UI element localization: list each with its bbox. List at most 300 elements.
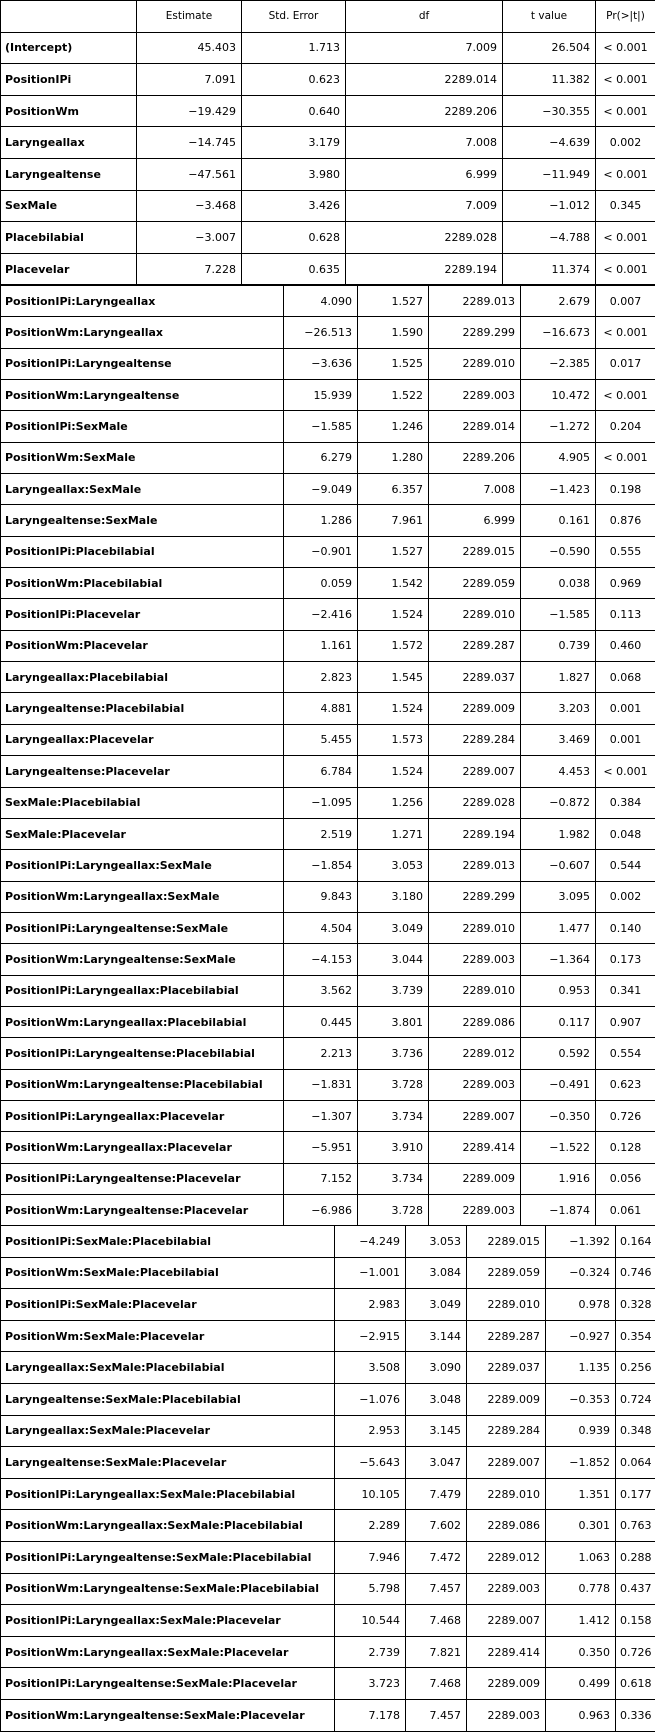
estimate-cell: 7.091 <box>137 64 242 96</box>
t-value-cell: 1.351 <box>546 1478 616 1510</box>
std-error-cell: 3.048 <box>406 1383 467 1415</box>
t-value-cell: 0.499 <box>546 1668 616 1700</box>
estimate-cell: −1.585 <box>284 411 358 442</box>
estimate-cell: 5.455 <box>284 724 358 755</box>
estimate-cell: −1.001 <box>335 1257 406 1289</box>
df-cell: 2289.010 <box>429 912 521 943</box>
term-cell: PositionIPi:Placebilabial <box>1 536 284 567</box>
p-value-cell: 0.354 <box>616 1320 655 1352</box>
std-error-cell: 3.090 <box>406 1352 467 1384</box>
term-cell: PositionWm:SexMale <box>1 442 284 473</box>
p-value-cell: 0.001 <box>596 693 655 724</box>
std-error-cell: 1.280 <box>358 442 429 473</box>
std-error-cell: 7.602 <box>406 1510 467 1542</box>
p-value-cell: < 0.001 <box>596 442 655 473</box>
p-value-cell: 0.618 <box>616 1668 655 1700</box>
p-value-cell: 0.384 <box>596 787 655 818</box>
p-value-cell: 0.002 <box>596 881 655 912</box>
estimate-cell: 7.178 <box>335 1699 406 1731</box>
table-row <box>1 787 655 818</box>
std-error-cell: 3.910 <box>358 1132 429 1163</box>
t-value-cell: 1.135 <box>546 1352 616 1384</box>
table-row <box>1 380 655 411</box>
t-value-cell: −1.852 <box>546 1447 616 1479</box>
std-error-cell: 7.457 <box>406 1573 467 1605</box>
p-value-cell: 0.969 <box>596 568 655 599</box>
p-value-cell: 0.158 <box>616 1605 655 1637</box>
t-value-cell: −0.324 <box>546 1257 616 1289</box>
df-cell: 2289.287 <box>467 1320 546 1352</box>
term-cell: SexMale:Placebilabial <box>1 787 284 818</box>
df-cell: 2289.007 <box>467 1447 546 1479</box>
std-error-cell: 1.590 <box>358 317 429 348</box>
std-error-cell: 1.573 <box>358 724 429 755</box>
std-error-cell: 3.049 <box>406 1289 467 1321</box>
term-cell: PositionIPi:Laryngealtense:Placebilabial <box>1 1038 284 1069</box>
t-value-cell: 3.469 <box>521 724 596 755</box>
estimate-cell: −3.636 <box>284 348 358 379</box>
t-value-cell: 10.472 <box>521 380 596 411</box>
estimate-cell: −26.513 <box>284 317 358 348</box>
table-row <box>1 1605 655 1637</box>
table-row <box>1 850 655 881</box>
estimate-cell: −3.007 <box>137 222 242 254</box>
p-value-cell: 0.724 <box>616 1383 655 1415</box>
estimate-cell: 7.228 <box>137 253 242 285</box>
p-value-cell: 0.064 <box>616 1447 655 1479</box>
df-cell: 2289.414 <box>467 1636 546 1668</box>
t-value-cell: 0.038 <box>521 568 596 599</box>
std-error-cell: 1.542 <box>358 568 429 599</box>
std-error-cell: 7.468 <box>406 1605 467 1637</box>
term-cell: PositionWm:Laryngeallax:SexMale:Placebilabial <box>1 1510 335 1542</box>
p-value-cell: 0.437 <box>616 1573 655 1605</box>
std-error-cell: 1.271 <box>358 818 429 849</box>
t-value-cell: 0.739 <box>521 630 596 661</box>
df-cell: 2289.003 <box>429 944 521 975</box>
estimate-cell: −5.643 <box>335 1447 406 1479</box>
term-cell: Laryngeallax:Placevelar <box>1 724 284 755</box>
p-value-cell: < 0.001 <box>596 253 655 285</box>
coefficients-table-two-three-way <box>0 285 655 1226</box>
t-value-cell: 11.382 <box>503 64 596 96</box>
t-value-cell: −16.673 <box>521 317 596 348</box>
estimate-cell: −4.153 <box>284 944 358 975</box>
std-error-cell: 3.739 <box>358 975 429 1006</box>
p-value-cell: 0.726 <box>596 1100 655 1131</box>
p-value-cell: 0.336 <box>616 1699 655 1731</box>
std-error-cell: 3.980 <box>242 158 346 190</box>
df-cell: 2289.003 <box>467 1573 546 1605</box>
t-value-cell: −1.522 <box>521 1132 596 1163</box>
term-cell: SexMale:Placevelar <box>1 818 284 849</box>
header-df: df <box>346 1 503 33</box>
std-error-cell: 1.527 <box>358 536 429 567</box>
t-value-cell: −1.392 <box>546 1226 616 1258</box>
df-cell: 2289.206 <box>346 95 503 127</box>
estimate-cell: 3.723 <box>335 1668 406 1700</box>
estimate-cell: 3.562 <box>284 975 358 1006</box>
p-value-cell: < 0.001 <box>596 756 655 787</box>
t-value-cell: 0.301 <box>546 1510 616 1542</box>
table-row <box>1 756 655 787</box>
table-row <box>1 693 655 724</box>
block1-body <box>1 32 655 285</box>
term-cell: PositionIPi:Placevelar <box>1 599 284 630</box>
estimate-cell: 0.445 <box>284 1006 358 1037</box>
table-row <box>1 881 655 912</box>
std-error-cell: 3.145 <box>406 1415 467 1447</box>
p-value-cell: 0.002 <box>596 127 655 159</box>
table-row <box>1 348 655 379</box>
std-error-cell: 1.524 <box>358 756 429 787</box>
t-value-cell: 0.778 <box>546 1573 616 1605</box>
t-value-cell: −1.874 <box>521 1194 596 1225</box>
estimate-cell: −4.249 <box>335 1226 406 1258</box>
df-cell: 2289.059 <box>429 568 521 599</box>
std-error-cell: 1.522 <box>358 380 429 411</box>
table-row <box>1 1541 655 1573</box>
std-error-cell: 0.640 <box>242 95 346 127</box>
estimate-cell: 7.152 <box>284 1163 358 1194</box>
std-error-cell: 3.426 <box>242 190 346 222</box>
df-cell: 2289.287 <box>429 630 521 661</box>
term-cell: PositionWm:Laryngealtense:Placebilabial <box>1 1069 284 1100</box>
term-cell: PositionWm:SexMale:Placevelar <box>1 1320 335 1352</box>
t-value-cell: 1.916 <box>521 1163 596 1194</box>
estimate-cell: −1.307 <box>284 1100 358 1131</box>
table-row <box>1 1194 655 1225</box>
estimate-cell: 6.784 <box>284 756 358 787</box>
term-cell: PositionIPi:Laryngealtense:SexMale:Placevelar <box>1 1668 335 1700</box>
p-value-cell: < 0.001 <box>596 158 655 190</box>
table-row <box>1 1447 655 1479</box>
df-cell: 2289.003 <box>429 1069 521 1100</box>
p-value-cell: 0.341 <box>596 975 655 1006</box>
term-cell: Laryngeallax:SexMale:Placebilabial <box>1 1352 335 1384</box>
df-cell: 2289.014 <box>346 64 503 96</box>
block2-body <box>1 286 655 1226</box>
df-cell: 2289.299 <box>429 317 521 348</box>
term-cell: PositionWm:Laryngeallax:Placebilabial <box>1 1006 284 1037</box>
table-row <box>1 568 655 599</box>
term-cell: PositionWm:Placevelar <box>1 630 284 661</box>
estimate-cell: 3.508 <box>335 1352 406 1384</box>
term-cell: PositionIPi:Laryngeallax:SexMale <box>1 850 284 881</box>
std-error-cell: 1.525 <box>358 348 429 379</box>
p-value-cell: 0.288 <box>616 1541 655 1573</box>
t-value-cell: −0.353 <box>546 1383 616 1415</box>
std-error-cell: 3.801 <box>358 1006 429 1037</box>
df-cell: 6.999 <box>429 505 521 536</box>
t-value-cell: −30.355 <box>503 95 596 127</box>
std-error-cell: 3.179 <box>242 127 346 159</box>
estimate-cell: 5.798 <box>335 1573 406 1605</box>
std-error-cell: 1.572 <box>358 630 429 661</box>
std-error-cell: 1.713 <box>242 32 346 64</box>
std-error-cell: 1.256 <box>358 787 429 818</box>
df-cell: 2289.284 <box>467 1415 546 1447</box>
t-value-cell: 0.978 <box>546 1289 616 1321</box>
t-value-cell: −0.590 <box>521 536 596 567</box>
p-value-cell: 0.555 <box>596 536 655 567</box>
table-row <box>1 1132 655 1163</box>
t-value-cell: 0.592 <box>521 1038 596 1069</box>
table-row <box>1 64 655 96</box>
p-value-cell: 0.056 <box>596 1163 655 1194</box>
term-cell: PositionIPi:Laryngealtense <box>1 348 284 379</box>
t-value-cell: −0.350 <box>521 1100 596 1131</box>
df-cell: 7.009 <box>346 190 503 222</box>
t-value-cell: 3.203 <box>521 693 596 724</box>
table-row <box>1 442 655 473</box>
df-cell: 2289.037 <box>467 1352 546 1384</box>
t-value-cell: 0.350 <box>546 1636 616 1668</box>
table-row <box>1 1100 655 1131</box>
term-cell: SexMale <box>1 190 137 222</box>
table-row <box>1 1415 655 1447</box>
table-row <box>1 1478 655 1510</box>
estimate-cell: −1.076 <box>335 1383 406 1415</box>
header-t-value: t value <box>503 1 596 33</box>
p-value-cell: 0.204 <box>596 411 655 442</box>
std-error-cell: 7.472 <box>406 1541 467 1573</box>
df-cell: 2289.009 <box>429 693 521 724</box>
table-row <box>1 1636 655 1668</box>
p-value-cell: 0.001 <box>596 724 655 755</box>
t-value-cell: 1.477 <box>521 912 596 943</box>
std-error-cell: 1.545 <box>358 662 429 693</box>
t-value-cell: −1.364 <box>521 944 596 975</box>
t-value-cell: −4.639 <box>503 127 596 159</box>
std-error-cell: 3.736 <box>358 1038 429 1069</box>
df-cell: 6.999 <box>346 158 503 190</box>
p-value-cell: 0.128 <box>596 1132 655 1163</box>
df-cell: 7.008 <box>346 127 503 159</box>
std-error-cell: 3.180 <box>358 881 429 912</box>
estimate-cell: 2.213 <box>284 1038 358 1069</box>
estimate-cell: 1.161 <box>284 630 358 661</box>
estimate-cell: 9.843 <box>284 881 358 912</box>
estimate-cell: 2.953 <box>335 1415 406 1447</box>
df-cell: 2289.010 <box>467 1478 546 1510</box>
table-header-row <box>1 1 655 33</box>
df-cell: 2289.206 <box>429 442 521 473</box>
estimate-cell: −19.429 <box>137 95 242 127</box>
df-cell: 2289.010 <box>429 348 521 379</box>
df-cell: 2289.007 <box>429 756 521 787</box>
t-value-cell: −4.788 <box>503 222 596 254</box>
t-value-cell: 1.827 <box>521 662 596 693</box>
term-cell: PositionWm:Laryngealtense:SexMale <box>1 944 284 975</box>
table-row <box>1 1226 655 1258</box>
term-cell: PositionIPi:SexMale:Placebilabial <box>1 1226 335 1258</box>
t-value-cell: −11.949 <box>503 158 596 190</box>
std-error-cell: 3.053 <box>406 1226 467 1258</box>
df-cell: 2289.009 <box>467 1668 546 1700</box>
df-cell: 2289.010 <box>429 975 521 1006</box>
term-cell: Laryngealtense:SexMale:Placebilabial <box>1 1383 335 1415</box>
term-cell: Laryngeallax <box>1 127 137 159</box>
term-cell: PositionWm:Laryngeallax <box>1 317 284 348</box>
t-value-cell: 11.374 <box>503 253 596 285</box>
table-row <box>1 253 655 285</box>
term-cell: PositionIPi:Laryngeallax:SexMale:Placevelar <box>1 1605 335 1637</box>
table-row <box>1 1668 655 1700</box>
term-cell: PositionIPi:Laryngealtense:Placevelar <box>1 1163 284 1194</box>
df-cell: 2289.007 <box>429 1100 521 1131</box>
estimate-cell: −0.901 <box>284 536 358 567</box>
t-value-cell: 1.412 <box>546 1605 616 1637</box>
term-cell: PositionWm:Placebilabial <box>1 568 284 599</box>
p-value-cell: 0.173 <box>596 944 655 975</box>
estimate-cell: 1.286 <box>284 505 358 536</box>
df-cell: 2289.010 <box>429 599 521 630</box>
std-error-cell: 3.734 <box>358 1100 429 1131</box>
p-value-cell: 0.068 <box>596 662 655 693</box>
t-value-cell: 2.679 <box>521 286 596 317</box>
table-row <box>1 1573 655 1605</box>
df-cell: 2289.086 <box>429 1006 521 1037</box>
df-cell: 2289.299 <box>429 881 521 912</box>
df-cell: 2289.015 <box>467 1226 546 1258</box>
std-error-cell: 0.628 <box>242 222 346 254</box>
block3-body <box>1 1226 655 1732</box>
table-row <box>1 912 655 943</box>
table-row <box>1 411 655 442</box>
p-value-cell: < 0.001 <box>596 380 655 411</box>
estimate-cell: 6.279 <box>284 442 358 473</box>
std-error-cell: 0.623 <box>242 64 346 96</box>
term-cell: PositionWm:Laryngeallax:Placevelar <box>1 1132 284 1163</box>
table-row <box>1 317 655 348</box>
p-value-cell: 0.348 <box>616 1415 655 1447</box>
table-row <box>1 474 655 505</box>
p-value-cell: 0.623 <box>596 1069 655 1100</box>
term-cell: Laryngealtense <box>1 158 137 190</box>
t-value-cell: 0.963 <box>546 1699 616 1731</box>
term-cell: Laryngealtense:Placebilabial <box>1 693 284 724</box>
term-cell: PositionIPi:SexMale <box>1 411 284 442</box>
term-cell: PositionWm:Laryngealtense <box>1 380 284 411</box>
term-cell: PositionIPi:Laryngeallax <box>1 286 284 317</box>
std-error-cell: 3.728 <box>358 1194 429 1225</box>
t-value-cell: 1.982 <box>521 818 596 849</box>
t-value-cell: −0.872 <box>521 787 596 818</box>
term-cell: PositionWm:SexMale:Placebilabial <box>1 1257 335 1289</box>
table-row <box>1 599 655 630</box>
coefficients-table-higher-order <box>0 1225 655 1732</box>
p-value-cell: 0.554 <box>596 1038 655 1069</box>
table-row <box>1 536 655 567</box>
estimate-cell: −3.468 <box>137 190 242 222</box>
estimate-cell: −9.049 <box>284 474 358 505</box>
t-value-cell: 0.161 <box>521 505 596 536</box>
term-cell: Laryngeallax:SexMale <box>1 474 284 505</box>
table-row <box>1 95 655 127</box>
header-p-value: Pr(>|t|) <box>596 1 655 33</box>
term-cell: PositionIPi:Laryngealtense:SexMale <box>1 912 284 943</box>
term-cell: Laryngeallax:SexMale:Placevelar <box>1 1415 335 1447</box>
term-cell: Laryngealtense:SexMale <box>1 505 284 536</box>
p-value-cell: 0.544 <box>596 850 655 881</box>
table-row <box>1 505 655 536</box>
t-value-cell: −0.927 <box>546 1320 616 1352</box>
df-cell: 7.009 <box>346 32 503 64</box>
term-cell: PositionWm:Laryngeallax:SexMale:Placevelar <box>1 1636 335 1668</box>
estimate-cell: −14.745 <box>137 127 242 159</box>
term-cell: PositionIPi:Laryngealtense:SexMale:Placebilabial <box>1 1541 335 1573</box>
df-cell: 2289.086 <box>467 1510 546 1542</box>
p-value-cell: < 0.001 <box>596 222 655 254</box>
t-value-cell: 1.063 <box>546 1541 616 1573</box>
std-error-cell: 3.044 <box>358 944 429 975</box>
df-cell: 2289.194 <box>429 818 521 849</box>
t-value-cell: 26.504 <box>503 32 596 64</box>
table-row <box>1 1069 655 1100</box>
estimate-cell: −1.831 <box>284 1069 358 1100</box>
df-cell: 2289.013 <box>429 850 521 881</box>
table-row <box>1 158 655 190</box>
p-value-cell: 0.017 <box>596 348 655 379</box>
p-value-cell: 0.345 <box>596 190 655 222</box>
p-value-cell: 0.460 <box>596 630 655 661</box>
estimate-cell: −47.561 <box>137 158 242 190</box>
df-cell: 2289.003 <box>429 380 521 411</box>
p-value-cell: 0.061 <box>596 1194 655 1225</box>
df-cell: 2289.009 <box>429 1163 521 1194</box>
df-cell: 2289.414 <box>429 1132 521 1163</box>
table-row <box>1 222 655 254</box>
header-std-error: Std. Error <box>242 1 346 33</box>
term-cell: PositionWm:Laryngealtense:SexMale:Placebilabial <box>1 1573 335 1605</box>
table-row <box>1 190 655 222</box>
t-value-cell: −1.012 <box>503 190 596 222</box>
table-row <box>1 630 655 661</box>
p-value-cell: 0.140 <box>596 912 655 943</box>
p-value-cell: 0.876 <box>596 505 655 536</box>
estimate-cell: 0.059 <box>284 568 358 599</box>
p-value-cell: 0.164 <box>616 1226 655 1258</box>
std-error-cell: 7.479 <box>406 1478 467 1510</box>
term-cell: PositionIPi:SexMale:Placevelar <box>1 1289 335 1321</box>
df-cell: 2289.015 <box>429 536 521 567</box>
estimate-cell: −1.854 <box>284 850 358 881</box>
p-value-cell: 0.177 <box>616 1478 655 1510</box>
p-value-cell: < 0.001 <box>596 317 655 348</box>
df-cell: 2289.009 <box>467 1383 546 1415</box>
estimate-cell: −5.951 <box>284 1132 358 1163</box>
t-value-cell: −1.272 <box>521 411 596 442</box>
t-value-cell: 0.939 <box>546 1415 616 1447</box>
estimate-cell: −1.095 <box>284 787 358 818</box>
table-row <box>1 1383 655 1415</box>
df-cell: 2289.028 <box>346 222 503 254</box>
p-value-cell: 0.726 <box>616 1636 655 1668</box>
std-error-cell: 3.084 <box>406 1257 467 1289</box>
term-cell: Placebilabial <box>1 222 137 254</box>
df-cell: 2289.028 <box>429 787 521 818</box>
header-estimate: Estimate <box>137 1 242 33</box>
table-row <box>1 724 655 755</box>
table-row <box>1 1289 655 1321</box>
t-value-cell: 4.453 <box>521 756 596 787</box>
df-cell: 7.008 <box>429 474 521 505</box>
term-cell: PositionIPi <box>1 64 137 96</box>
table-row <box>1 975 655 1006</box>
estimate-cell: −2.915 <box>335 1320 406 1352</box>
table-row <box>1 286 655 317</box>
